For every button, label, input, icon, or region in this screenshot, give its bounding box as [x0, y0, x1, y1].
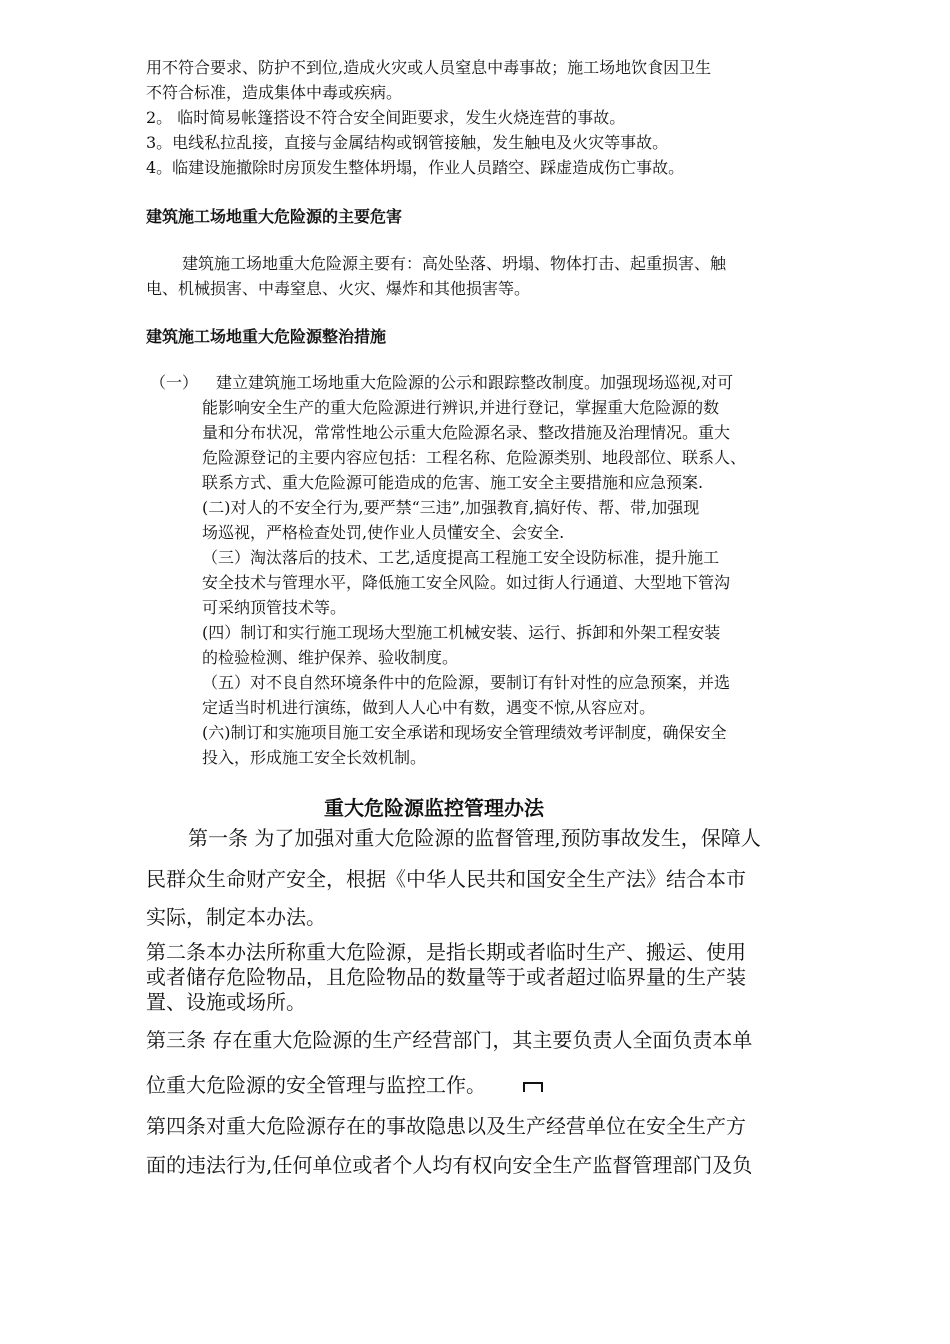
section-heading-measures: 建筑施工场地重大危险源整治措施 — [146, 327, 387, 346]
list-item: 危险源登记的主要内容应包括：工程名称、危险源类别、地段部位、联系人、 — [202, 448, 747, 467]
section-heading-hazards: 建筑施工场地重大危险源的主要危害 — [146, 207, 403, 226]
article-line: 或者储存危险物品，且危险物品的数量等于或者超过临界量的生产装 — [146, 965, 746, 989]
list-item: 量和分布状况，常常性地公示重大危险源名录、整改措施及治理情况。重大 — [202, 423, 731, 442]
list-item: 可采纳顶管技术等。 — [202, 598, 347, 617]
paragraph-line: 用不符合要求、防护不到位,造成火灾或人员窒息中毒事故；施工场地饮食因卫生 — [146, 58, 712, 77]
list-item: 4。临建设施撤除时房顶发生整体坍塌，作业人员踏空、踩虚造成伤亡事故。 — [146, 158, 685, 177]
list-item: （三）淘汰落后的技术、工艺,适度提高工程施工安全设防标准，提升施工 — [202, 548, 720, 567]
list-item: (四）制订和实行施工现场大型施工机械安装、运行、拆卸和外架工程安装 — [202, 623, 721, 642]
list-item: 场巡视，严格检查处罚,使作业人员懂安全、会安全. — [202, 523, 565, 542]
article-line: 实际，制定本办法。 — [146, 905, 326, 929]
paragraph-line: 不符合标准，造成集体中毒或疾病。 — [146, 83, 403, 102]
list-item-label: （一） — [150, 373, 199, 392]
bracket-mark-icon — [523, 1082, 543, 1092]
list-item: 建立建筑施工场地重大危险源的公示和跟踪整改制度。加强现场巡视,对可 — [216, 373, 734, 392]
list-item: (二)对人的不安全行为,要严禁“三违”,加强教育,搞好传、帮、带,加强现 — [202, 498, 700, 517]
article-line: 第二条本办法所称重大危险源，是指长期或者临时生产、搬运、使用 — [146, 940, 746, 964]
list-item: 联系方式、重大危险源可能造成的危害、施工安全主要措施和应急预案. — [202, 473, 704, 492]
list-item: 2。 临时简易帐篷搭设不符合安全间距要求，发生火烧连营的事故。 — [146, 108, 626, 127]
list-item: 定适当时机进行演练，做到人人心中有数，遇变不惊,从容应对。 — [202, 698, 656, 717]
article-line: 位重大危险源的安全管理与监控工作。 — [146, 1073, 486, 1097]
paragraph-line: 建筑施工场地重大危险源主要有：高处坠落、坍塌、物体打击、起重损害、触 — [182, 254, 727, 273]
list-item: 3。电线私拉乱接，直接与金属结构或钢管接触，发生触电及火灾等事故。 — [146, 133, 669, 152]
article-line: 第三条 存在重大危险源的生产经营部门，其主要负责人全面负责本单 — [146, 1028, 753, 1052]
article-line: 置、设施或场所。 — [146, 990, 306, 1014]
list-item: (六)制订和实施项目施工安全承诺和现场安全管理绩效考评制度，确保安全 — [202, 723, 727, 742]
list-item: 的检验检测、维护保养、验收制度。 — [202, 648, 459, 667]
article-line: 民群众生命财产安全，根据《中华人民共和国安全生产法》结合本市 — [146, 867, 746, 891]
paragraph-line: 电、机械损害、中毒窒息、火灾、爆炸和其他损害等。 — [146, 279, 531, 298]
list-item: 能影响安全生产的重大危险源进行辨识,并进行登记，掌握重大危险源的数 — [202, 398, 720, 417]
article-line: 第四条对重大危险源存在的事故隐患以及生产经营单位在安全生产方 — [146, 1114, 746, 1138]
article-line: 面的违法行为,任何单位或者个人均有权向安全生产监督管理部门及负 — [146, 1153, 753, 1177]
list-item: （五）对不良自然环境条件中的危险源，要制订有针对性的应急预案，并选 — [202, 673, 731, 692]
list-item: 安全技术与管理水平，降低施工安全风险。如过街人行通道、大型地下管沟 — [202, 573, 731, 592]
article-line: 第一条 为了加强对重大危险源的监督管理,预防事故发生，保障人 — [188, 826, 761, 850]
list-item: 投入，形成施工安全长效机制。 — [202, 748, 427, 767]
document-title: 重大危险源监控管理办法 — [324, 796, 544, 820]
